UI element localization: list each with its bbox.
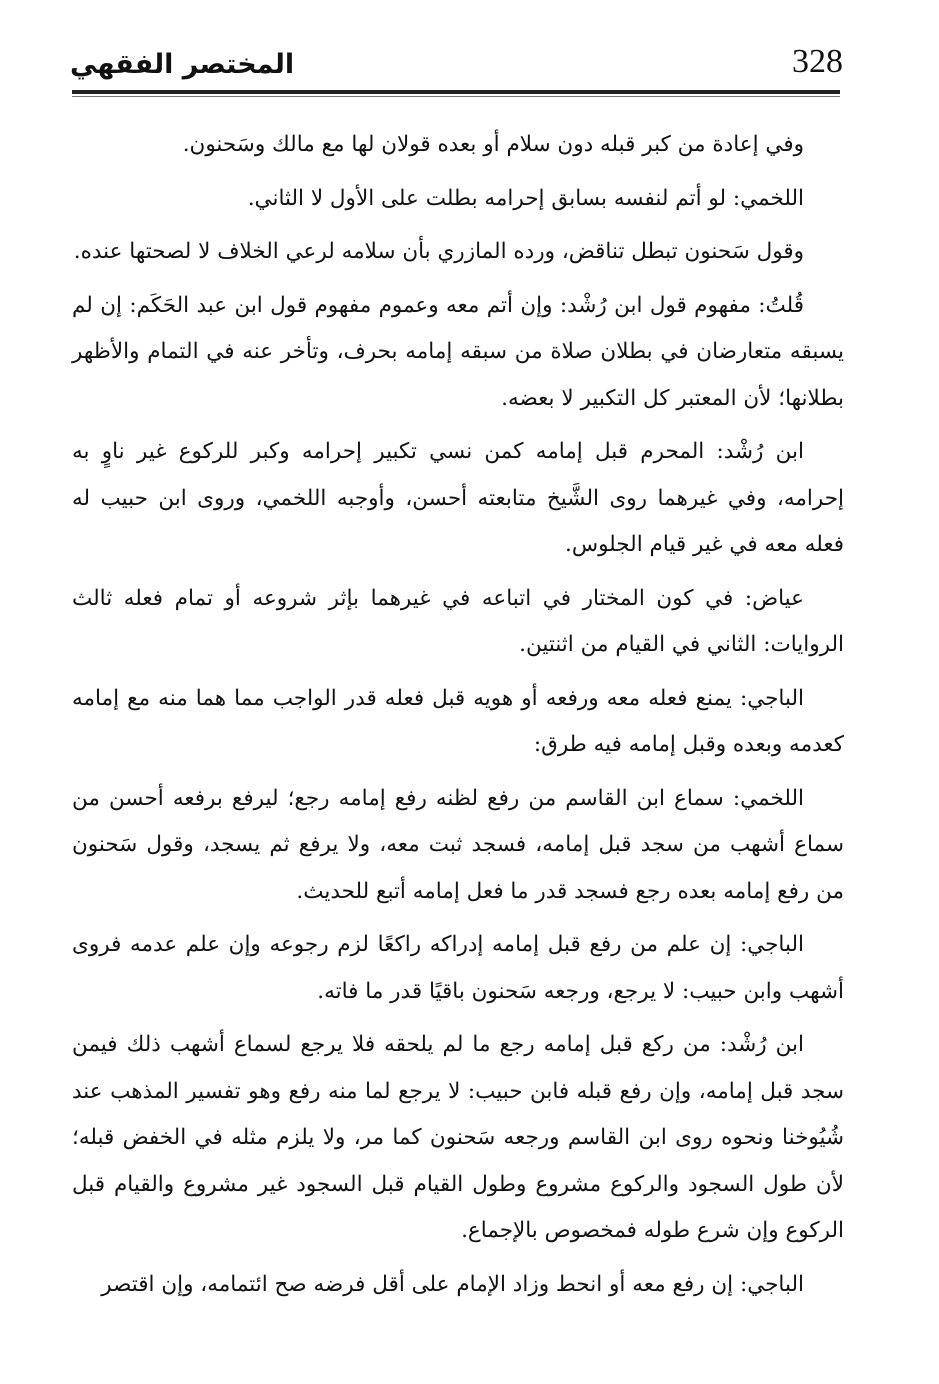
paragraph: الباجي: يمنع فعله معه ورفعه أو هويه قبل فعله قدر الواجب مما هما منه مع إمامه كعدمه وبعده وقبل إمامه فيه طرق: xyxy=(72,685,844,757)
paragraph: الباجي: إن علم من رفع قبل إمامه إدراكه راكعًا لزم رجوعه وإن علم عدمه فروى أشهب وابن حبيب: لا يرجع، ورجعه سَحنون باقيًا قدر ما فاته. xyxy=(72,932,844,1004)
header-rule xyxy=(72,90,840,94)
header-rule-thin xyxy=(72,96,840,97)
running-title: المختصر الفقهي xyxy=(70,49,295,80)
paragraph: الباجي: إن رفع معه أو انحط وزاد الإمام على أقل فرضه صح ائتمامه، وإن اقتصر xyxy=(101,1271,804,1297)
paragraph: اللخمي: سماع ابن القاسم من رفع لظنه رفع إمامه رجع؛ ليرفع برفعه أحسن من سماع أشهب من سجد قبل إمامه، فسجد ثبت معه، ولا يرفع ثم يسجد، وقول سَحنون من رفع إمامه بعده رجع فسجد قدر ما فعل إمامه أتبع للحديث. xyxy=(72,785,844,904)
body-text xyxy=(72,122,844,1315)
paragraph: وقول سَحنون تبطل تناقض، ورده المازري بأن سلامه لرعي الخلاف لا لصحتها عنده. xyxy=(73,239,804,264)
paragraph: ابن رُشْد: من ركع قبل إمامه رجع ما لم يلحقه فلا يرجع لسماع أشهب ذلك فيمن سجد قبل إمامه، وإن رفع قبله فابن حبيب: لا يرجع لما منه رفع وهو تفسير المذهب عند شُيُوخنا ونحوه روى ابن القاسم ورجعه سَحنون كما مر، ولا يلزم مثله في الخفض قبله؛ لأن طول السجود والركوع مشروع وطول القيام قبل السجود غير مشروع والقيام قبل الركوع وإن شرع طوله فمخصوص بالإجماع. xyxy=(72,1032,844,1243)
page-number: 328 xyxy=(792,43,843,80)
paragraph: اللخمي: لو أتم لنفسه بسابق إحرامه بطلت على الأول لا الثاني. xyxy=(247,185,804,211)
paragraph: عياض: في كون المختار في اتباعه في غيرهما بإثر شروعه أو تمام فعله ثالث الروايات: الثاني في القيام من اثنتين. xyxy=(72,585,844,657)
paragraph: قُلتُ: مفهوم قول ابن رُشْد: وإن أتم معه وعموم مفهوم قول ابن عبد الحَكَم: إن لم يسبقه متعارضان في بطلان صلاة من سبقه إمامه بحرف، وتأخر عنه في التمام والأظهر بطلانها؛ لأن المعتبر كل التكبير لا بعضه. xyxy=(72,292,844,411)
paragraph: ابن رُشْد: المحرم قبل إمامه كمن نسي تكبير إحرامه وكبر للركوع غير ناوٍ به إحرامه، وفي غيرهما روى الشَّيخ متابعته أحسن، وأوجبه اللخمي، وروى ابن حبيب له فعله معه في غير قيام الجلوس. xyxy=(72,439,844,557)
paragraph: وفي إعادة من كبر قبله دون سلام أو بعده قولان لها مع مالك وسَحنون. xyxy=(182,132,804,157)
page-header xyxy=(70,40,843,84)
